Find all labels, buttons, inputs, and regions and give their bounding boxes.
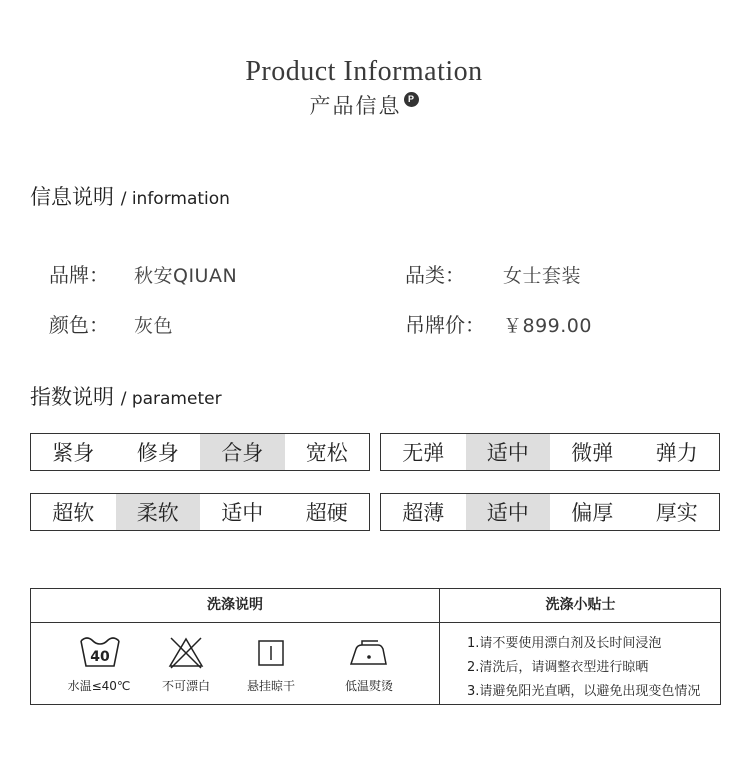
info-section-title-cn: 信息说明 bbox=[30, 185, 114, 209]
color-value: 灰色 bbox=[134, 315, 174, 337]
care-tip: 1.请不要使用漂白剂及长时间浸泡 bbox=[467, 636, 662, 651]
care-caption: 悬挂晾干 bbox=[246, 679, 295, 693]
care-tip: 2.清洗后，请调整衣型进行晾晒 bbox=[467, 660, 649, 675]
washtub-40-icon bbox=[79, 635, 121, 673]
care-table bbox=[30, 588, 721, 705]
p-badge-icon: P bbox=[404, 92, 419, 107]
brand-value: 秋安QIUAN bbox=[134, 265, 238, 287]
price-label: 吊牌价： bbox=[405, 313, 485, 337]
thickness-scale bbox=[380, 493, 720, 531]
color-label: 颜色： bbox=[49, 313, 109, 337]
softness-option: 适中 bbox=[221, 501, 264, 525]
product-info-title-en: Product Information bbox=[245, 56, 483, 87]
softness-option: 超软 bbox=[52, 501, 95, 525]
care-caption: 不可漂白 bbox=[161, 679, 210, 693]
product-info-title-cn-wrap bbox=[0, 90, 728, 120]
thickness-option: 超薄 bbox=[402, 501, 445, 525]
elasticity-option: 弹力 bbox=[655, 441, 698, 465]
care-caption: 低温熨烫 bbox=[344, 679, 393, 693]
care-table-header-line bbox=[31, 622, 720, 623]
fit-option: 宽松 bbox=[305, 441, 348, 465]
care-caption: 水温≤40℃ bbox=[67, 679, 131, 693]
thickness-option: 偏厚 bbox=[571, 501, 614, 525]
elasticity-option: 无弹 bbox=[402, 441, 445, 465]
care-instructions-title: 洗涤说明 bbox=[207, 597, 263, 613]
param-section-title bbox=[30, 381, 222, 411]
category-label: 品类： bbox=[405, 263, 465, 287]
care-tips-title: 洗涤小贴士 bbox=[545, 597, 616, 613]
fit-scale bbox=[30, 433, 370, 471]
info-section-title bbox=[30, 181, 230, 211]
info-section-title-en: / information bbox=[120, 189, 230, 209]
product-info-title-cn: 产品信息 bbox=[309, 94, 402, 118]
price-value: ￥899.00 bbox=[503, 315, 592, 337]
low-iron-icon bbox=[348, 635, 388, 673]
care-tip: 3.请避免阳光直晒，以避免出现变色情况 bbox=[467, 684, 701, 699]
param-section-title-cn: 指数说明 bbox=[30, 385, 114, 409]
elasticity-option: 适中 bbox=[466, 434, 551, 470]
elasticity-scale bbox=[380, 433, 720, 471]
wash-temp-number: 40 bbox=[90, 649, 110, 665]
softness-scale bbox=[30, 493, 370, 531]
fit-option: 紧身 bbox=[52, 441, 95, 465]
thickness-option: 适中 bbox=[466, 494, 551, 530]
thickness-option: 厚实 bbox=[655, 501, 698, 525]
softness-option: 柔软 bbox=[116, 494, 201, 530]
softness-option: 超硬 bbox=[305, 501, 348, 525]
brand-label: 品牌： bbox=[49, 263, 109, 287]
fit-option: 合身 bbox=[200, 434, 285, 470]
no-bleach-icon bbox=[167, 635, 205, 673]
elasticity-option: 微弹 bbox=[571, 441, 614, 465]
hang-dry-icon bbox=[256, 635, 286, 673]
category-value: 女士套装 bbox=[503, 265, 582, 287]
fit-option: 修身 bbox=[136, 441, 179, 465]
param-section-title-en: / parameter bbox=[120, 389, 222, 409]
